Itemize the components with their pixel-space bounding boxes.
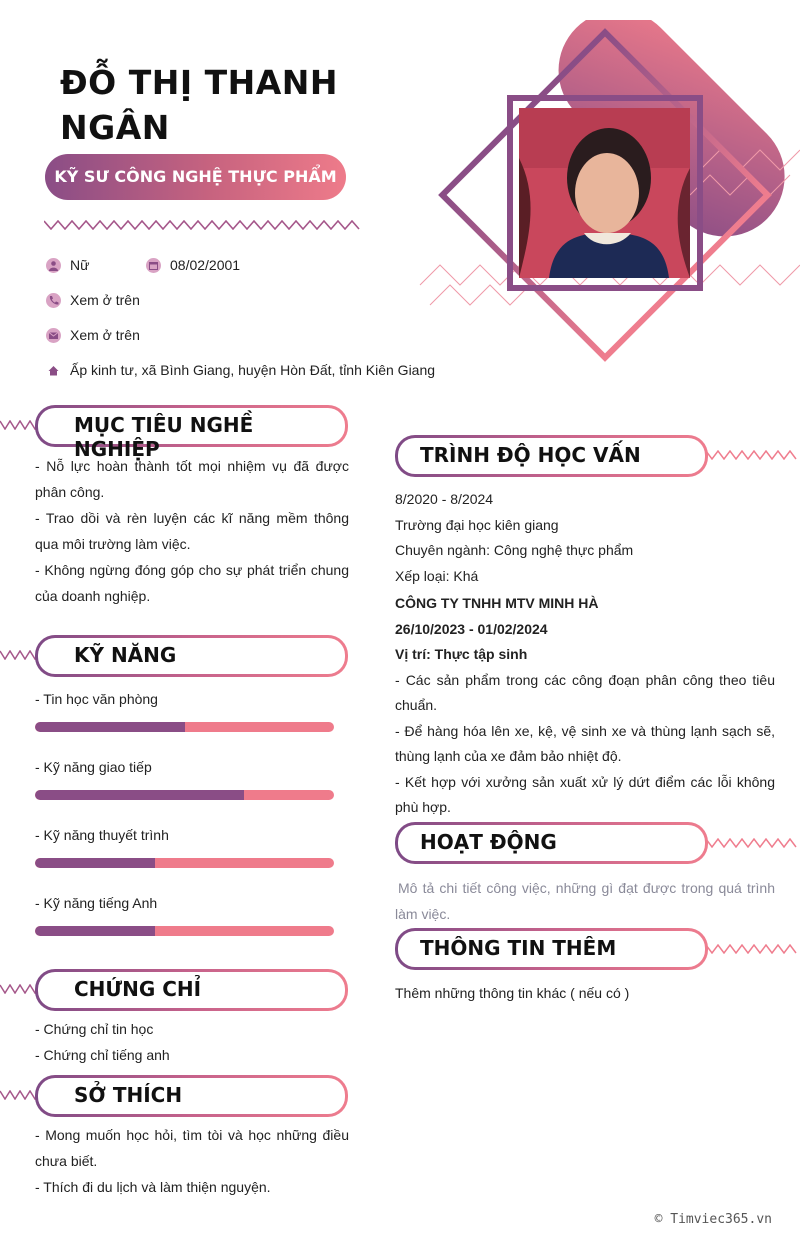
duty-line: - Để hàng hóa lên xe, kệ, vệ sinh xe và thùng lạnh sạch sẽ, thùng lạnh của xe đảm bảo nhiệt độ. bbox=[395, 722, 775, 764]
section-title: KỸ NĂNG bbox=[74, 643, 177, 667]
text-line: - Mong muốn học hỏi, tìm tòi và học những điều chưa biết. bbox=[35, 1127, 349, 1169]
contact-address bbox=[46, 362, 435, 378]
text-line: - Nỗ lực hoàn thành tốt mọi nhiệm vụ đã được phân công. bbox=[35, 458, 349, 500]
section-wave bbox=[706, 838, 800, 848]
calendar-icon bbox=[146, 258, 161, 273]
activities-placeholder: Mô tả chi tiết công việc, những gì đạt được trong quá trình làm việc. bbox=[395, 880, 775, 922]
contact-gender bbox=[46, 257, 89, 273]
list-item: - Chứng chỉ tiếng anh bbox=[35, 1047, 170, 1063]
education-rank: Xếp loại: Khá bbox=[395, 567, 479, 584]
name-line-1: ĐỖ THỊ THANH bbox=[60, 63, 338, 102]
text-line: - Không ngừng đóng góp cho sự phát triển chung của doanh nghiệp. bbox=[35, 562, 349, 604]
text-line: - Trao dồi và rèn luyện các kĩ năng mềm thông qua môi trường làm việc. bbox=[35, 510, 349, 552]
skill-label: - Kỹ năng giao tiếp bbox=[35, 759, 152, 775]
skill-bar bbox=[35, 790, 334, 800]
certificates-list bbox=[35, 1016, 349, 1068]
work-period: 26/10/2023 - 01/02/2024 bbox=[395, 620, 548, 637]
address-value: Ấp kinh tư, xã Bình Giang, huyện Hòn Đất, tỉnh Kiên Giang bbox=[70, 362, 436, 378]
section-skills bbox=[35, 635, 348, 677]
education-school: Trường đại học kiên giang bbox=[395, 516, 559, 533]
company-name: CÔNG TY TNHH MTV MINH HÀ bbox=[395, 595, 599, 611]
list-item: - Chứng chỉ tin học bbox=[35, 1021, 154, 1037]
home-icon bbox=[46, 363, 61, 378]
section-title: HOẠT ĐỘNG bbox=[420, 830, 557, 854]
section-wave bbox=[706, 944, 800, 954]
education-details bbox=[395, 487, 775, 821]
career-goal-text bbox=[35, 453, 349, 609]
contact-phone bbox=[46, 292, 140, 308]
email-value: Xem ở trên bbox=[70, 327, 140, 343]
section-title: MỤC TIÊU NGHỀ NGHIỆP bbox=[74, 413, 254, 461]
education-major: Chuyên ngành: Công nghệ thực phẩm bbox=[395, 542, 634, 558]
section-wave bbox=[0, 1090, 40, 1100]
profile-photo bbox=[519, 108, 690, 278]
skill-label: - Kỹ năng thuyết trình bbox=[35, 827, 169, 843]
text-line: - Thích đi du lịch và làm thiện nguyện. bbox=[35, 1179, 271, 1195]
section-wave bbox=[706, 450, 800, 460]
section-wave bbox=[0, 650, 40, 660]
section-title: CHỨNG CHỈ bbox=[74, 977, 202, 1001]
section-extra-info bbox=[395, 928, 708, 970]
mail-icon bbox=[46, 328, 61, 343]
section-title: TRÌNH ĐỘ HỌC VẤN bbox=[420, 443, 641, 467]
section-career-goal bbox=[35, 405, 348, 461]
divider-wave bbox=[44, 220, 360, 230]
section-hobbies bbox=[35, 1075, 348, 1117]
skill-bar bbox=[35, 926, 334, 936]
duty-line: - Kết hợp với xưởng sản xuất xử lý dứt điểm các lỗi không phù hợp. bbox=[395, 773, 775, 815]
footer-watermark: © Timviec365.vn bbox=[654, 1212, 772, 1227]
birthdate-value: 08/02/2001 bbox=[170, 257, 241, 273]
contact-email bbox=[46, 327, 140, 343]
job-title-badge: KỸ SƯ CÔNG NGHỆ THỰC PHẨM bbox=[45, 154, 346, 200]
education-period: 8/2020 - 8/2024 bbox=[395, 491, 494, 507]
gender-value: Nữ bbox=[70, 257, 90, 273]
phone-icon bbox=[46, 293, 61, 308]
hobbies-text bbox=[35, 1122, 349, 1200]
section-wave bbox=[0, 420, 40, 430]
section-certificates bbox=[35, 969, 348, 1011]
work-position: Vị trí: Thực tập sinh bbox=[395, 646, 528, 662]
section-title: SỞ THÍCH bbox=[74, 1083, 183, 1107]
duty-line: - Các sản phẩm trong các công đoạn phân công theo tiêu chuẩn. bbox=[395, 671, 775, 713]
skill-label: - Tin học văn phòng bbox=[35, 691, 158, 707]
section-title: THÔNG TIN THÊM bbox=[420, 936, 617, 960]
candidate-name bbox=[60, 60, 420, 150]
name-line-2: NGÂN bbox=[60, 108, 170, 147]
extra-info-text: Thêm những thông tin khác ( nếu có ) bbox=[395, 985, 630, 1001]
skill-bar bbox=[35, 858, 334, 868]
skill-bar bbox=[35, 722, 334, 732]
section-wave bbox=[0, 984, 40, 994]
contact-birthdate bbox=[146, 257, 240, 273]
section-activities bbox=[395, 822, 708, 864]
skill-label: - Kỹ năng tiếng Anh bbox=[35, 895, 158, 911]
person-icon bbox=[46, 258, 61, 273]
phone-value: Xem ở trên bbox=[70, 292, 140, 308]
section-education bbox=[395, 435, 708, 477]
